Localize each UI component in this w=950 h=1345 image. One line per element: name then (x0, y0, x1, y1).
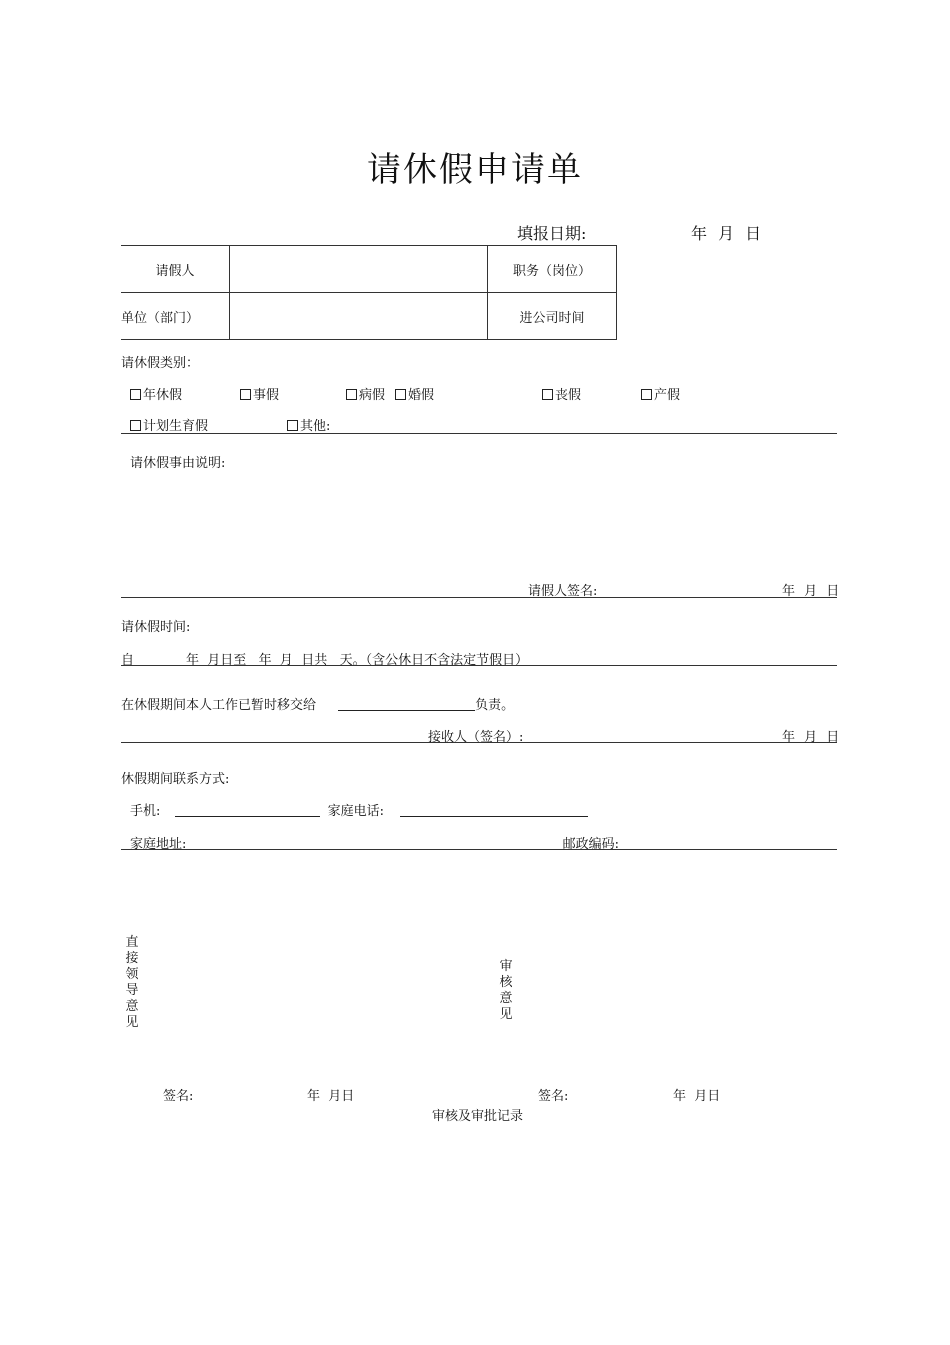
leave-time-label: 请休假时间: (121, 620, 191, 635)
checkbox-family-planning-leave[interactable]: 计划生育假 (130, 415, 208, 434)
applicant-field[interactable] (230, 246, 488, 293)
handover-text: 在休假期间本人工作已暂时移交给 负责。 (121, 698, 515, 713)
applicant-info-table (121, 245, 617, 340)
fill-date-label: 填报日期: (517, 224, 587, 243)
checkbox-other-leave[interactable]: 其他: (287, 415, 330, 434)
mobile-row: 手机: 家庭电话: (130, 800, 588, 819)
divider (121, 849, 837, 850)
applicant-label: 请假人 (121, 246, 230, 293)
divider (121, 597, 837, 598)
checkbox-icon (130, 389, 141, 400)
review-opinion-label: 审核意见 (499, 959, 513, 1022)
leave-time-from: 自 (121, 653, 135, 668)
checkbox-annual-leave[interactable]: 年休假 (130, 384, 182, 403)
divider (121, 433, 837, 434)
unit-label: 单位（部门） (121, 293, 230, 340)
approval-record-caption: 审核及审批记录 (432, 1109, 524, 1124)
leave-type-label: 请休假类别： (121, 356, 200, 371)
unit-field[interactable] (230, 293, 488, 340)
checkbox-icon (287, 420, 298, 431)
divider (121, 665, 837, 666)
contact-label: 休假期间联系方式: (121, 772, 230, 787)
review-opinion-field[interactable] (525, 930, 825, 1070)
receiver-signature-label: 接收人（签名）: (428, 730, 524, 745)
reviewer-signature-label: 签名: (538, 1089, 569, 1104)
supervisor-opinion-label: 直接领导意见 (125, 935, 139, 1030)
supervisor-signature-label: 签名: (163, 1089, 194, 1104)
checkbox-marriage-leave[interactable]: 婚假 (395, 384, 434, 403)
leave-time-range[interactable]: 年 月日至 年 月 日共 天。（含公休日不含法定节假日） (186, 653, 529, 668)
address-row: 家庭地址: 邮政编码: (130, 833, 713, 852)
checkbox-icon (130, 420, 141, 431)
checkbox-icon (542, 389, 553, 400)
applicant-signature-label: 请假人签名: (528, 584, 598, 599)
mobile-field[interactable] (175, 804, 320, 817)
fill-date-value[interactable]: 年 月 日 (691, 224, 762, 243)
position-label: 职务（岗位） (488, 246, 617, 293)
checkbox-personal-leave[interactable]: 事假 (240, 384, 279, 403)
reason-label: 请休假事由说明: (130, 456, 226, 471)
reason-field[interactable] (130, 472, 830, 572)
receiver-signature-date[interactable]: 年 月 日 (782, 730, 840, 745)
handover-person-field[interactable] (338, 698, 475, 711)
checkbox-icon (346, 389, 357, 400)
divider (121, 742, 837, 743)
checkbox-icon (395, 389, 406, 400)
checkbox-bereavement-leave[interactable]: 丧假 (542, 384, 581, 403)
checkbox-sick-leave[interactable]: 病假 (346, 384, 385, 403)
page-title: 请休假申请单 (367, 150, 583, 190)
checkbox-icon (240, 389, 251, 400)
home-phone-field[interactable] (400, 804, 588, 817)
supervisor-opinion-field[interactable] (150, 930, 450, 1070)
join-date-label: 进公司时间 (488, 293, 617, 340)
checkbox-maternity-leave[interactable]: 产假 (641, 384, 680, 403)
applicant-signature-date[interactable]: 年 月 日 (782, 584, 840, 599)
reviewer-signature-date[interactable]: 年 月日 (673, 1089, 721, 1104)
supervisor-signature-date[interactable]: 年 月日 (307, 1089, 355, 1104)
checkbox-icon (641, 389, 652, 400)
